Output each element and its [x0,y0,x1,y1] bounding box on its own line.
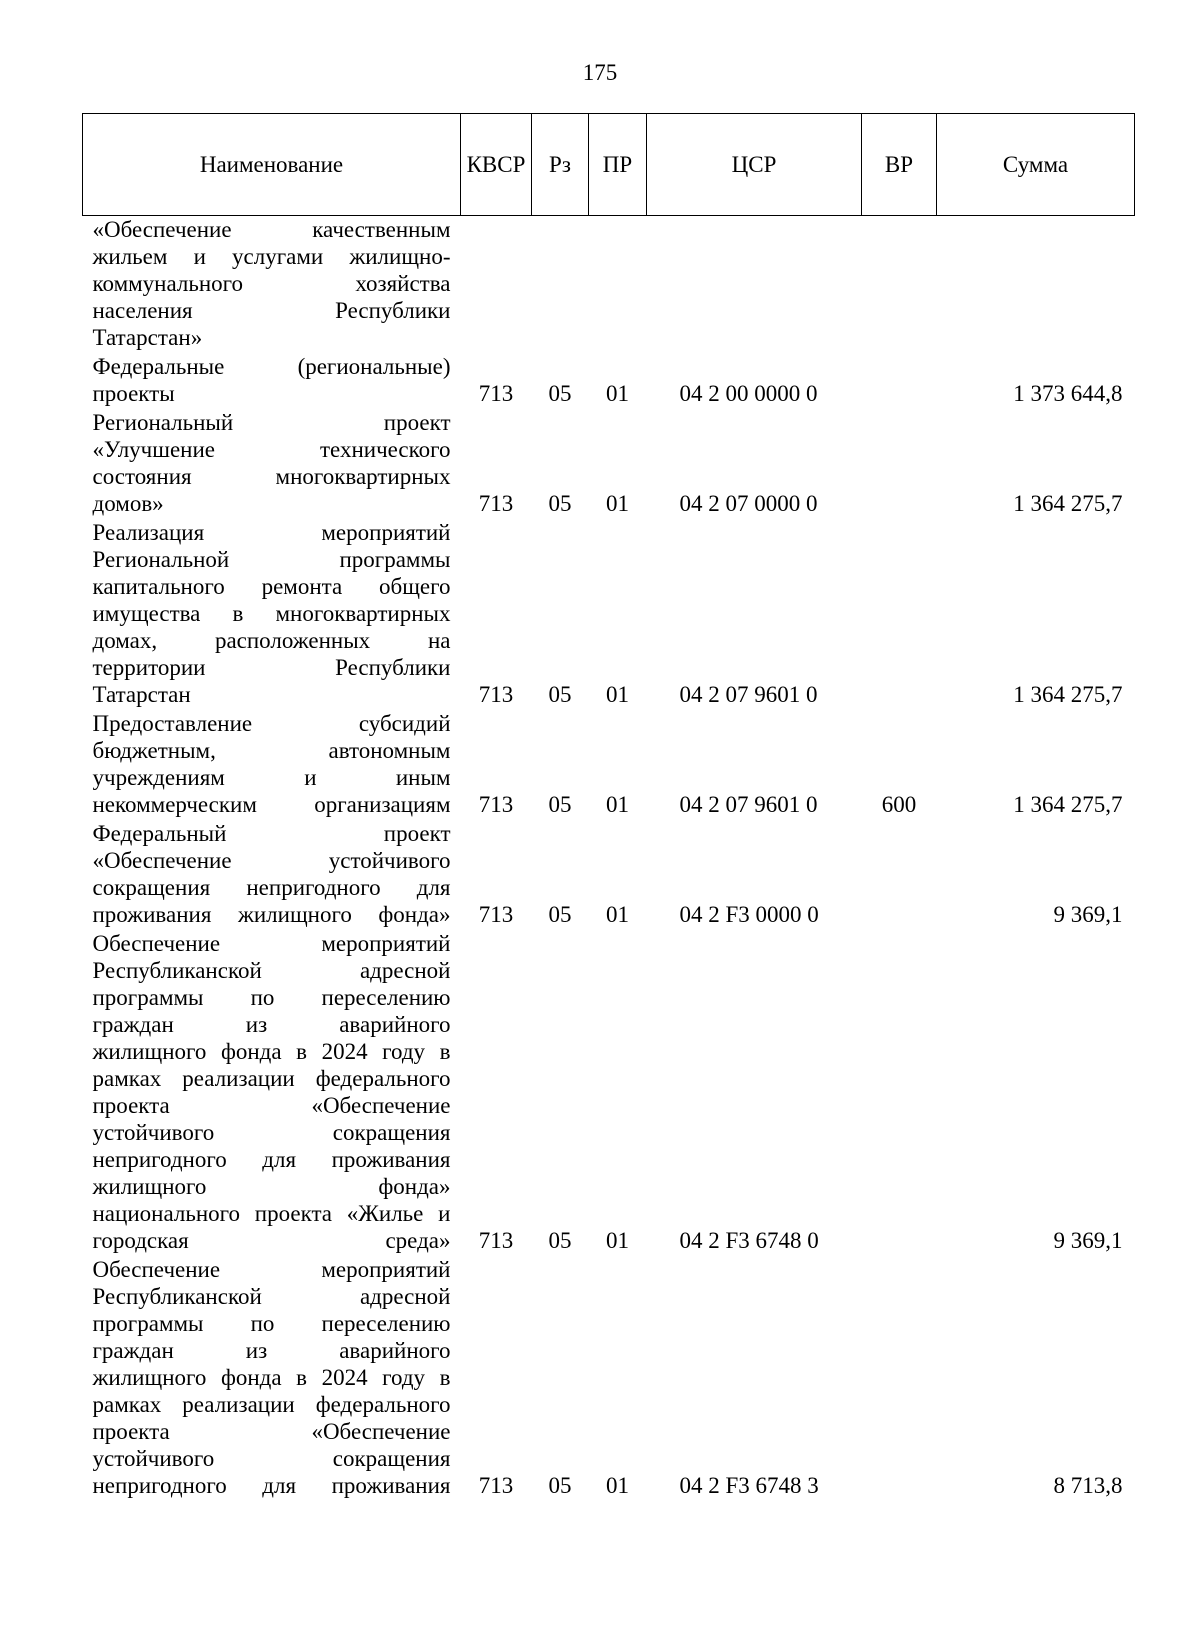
row-name-line: устойчивого сокращения [92,1446,451,1471]
row-rz [532,216,589,354]
row-name [83,216,461,354]
row-name-line: Республиканской адресной [92,958,451,983]
row-name [83,930,461,1256]
row-name-line: домах, расположенных на [92,628,451,653]
table-header [83,114,1135,216]
table-body [83,216,1135,1502]
row-name [83,519,461,710]
header-name: Наименование [83,114,461,216]
row-name-line: Региональной программы [92,547,451,572]
row-vr [862,353,937,409]
row-name-line: Татарстан [92,682,191,707]
row-name [83,409,461,519]
row-vr [862,216,937,354]
row-name-line: сокращения непригодного для [92,875,451,900]
header-csr: ЦСР [647,114,862,216]
row-name-line: имущества в многоквартирных [92,601,451,626]
row-name-line: жильем и услугами жилищно- [92,244,451,269]
row-name-line: домов» [92,491,164,516]
row-name [83,820,461,930]
row-name [83,353,461,409]
row-name-line: программы по переселению [92,985,451,1010]
row-name-line: Обеспечение мероприятий [92,931,451,956]
row-name-line: Татарстан» [92,325,203,350]
row-kvsr: 713 [478,491,514,516]
table-row [83,710,1135,820]
row-sum: 1 364 275,7 [1013,792,1123,817]
table-row [83,820,1135,930]
row-name-line: проекта «Обеспечение [92,1419,451,1444]
table-row [83,409,1135,519]
row-kvsr: 713 [478,1473,514,1498]
row-name-line: граждан из аварийного [92,1338,451,1363]
row-name-line: жилищного фонда в 2024 году в [92,1039,451,1064]
budget-table [82,113,1135,1501]
row-pr: 01 [606,902,629,927]
row-pr: 01 [606,1228,629,1253]
row-vr [862,820,937,930]
row-pr: 01 [606,381,629,406]
row-rz: 05 [548,1228,572,1253]
row-name-line: некоммерческим организациям [92,792,451,817]
row-rz: 05 [548,682,572,707]
row-name-line: Реализация мероприятий [92,520,451,545]
row-name-line: Региональный проект [92,410,451,435]
table-row [83,930,1135,1256]
row-sum: 9 369,1 [1053,1228,1123,1253]
row-csr: 04 2 F3 6748 0 [679,1228,819,1253]
row-kvsr: 713 [478,902,514,927]
row-sum: 1 373 644,8 [1013,381,1123,406]
row-name-line: «Обеспечение устойчивого [92,848,451,873]
header-rz: Рз [532,114,589,216]
row-csr: 04 2 F3 6748 3 [679,1473,819,1498]
row-name-line: состояния многоквартирных [92,464,451,489]
row-csr [647,216,862,354]
row-vr: 600 [881,792,917,817]
row-name-line: жилищного фонда» [92,1174,451,1199]
row-pr: 01 [606,1473,629,1498]
row-sum: 9 369,1 [1053,902,1123,927]
row-name-line: населения Республики [92,298,451,323]
row-sum [937,216,1135,354]
header-sum: Сумма [937,114,1135,216]
row-name-line: непригодного для проживания [92,1473,451,1498]
row-kvsr [461,216,532,354]
table-row [83,519,1135,710]
row-kvsr: 713 [478,1228,514,1253]
row-vr [862,519,937,710]
row-name-line: проекты [92,381,175,406]
row-csr: 04 2 07 9601 0 [679,792,818,817]
row-name-line: рамках реализации федерального [92,1066,451,1091]
row-name-line: программы по переселению [92,1311,451,1336]
row-name-line: капитального ремонта общего [92,574,451,599]
row-sum: 8 713,8 [1053,1473,1123,1498]
row-name-line: непригодного для проживания [92,1147,451,1172]
row-rz: 05 [548,1473,572,1498]
table-row [83,1256,1135,1501]
row-name-line: территории Республики [92,655,451,680]
row-rz: 05 [548,491,572,516]
row-name-line: коммунального хозяйства [92,271,451,296]
header-kvsr: КВСР [461,114,532,216]
table-row [83,216,1135,354]
row-sum: 1 364 275,7 [1013,682,1123,707]
row-pr: 01 [606,682,629,707]
row-name-line: проекта «Обеспечение [92,1093,451,1118]
row-name-line: Предоставление субсидий [92,711,451,736]
row-name-line: граждан из аварийного [92,1012,451,1037]
row-name-line: жилищного фонда в 2024 году в [92,1365,451,1390]
row-name-line: национального проекта «Жилье и [92,1201,451,1226]
header-vr: ВР [862,114,937,216]
header-pr: ПР [589,114,647,216]
row-name-line: городская среда» [92,1228,451,1253]
row-name [83,710,461,820]
row-rz: 05 [548,902,572,927]
row-pr: 01 [606,491,629,516]
row-vr [862,409,937,519]
row-csr: 04 2 00 0000 0 [679,381,818,406]
row-kvsr: 713 [478,381,514,406]
row-name-line: устойчивого сокращения [92,1120,451,1145]
row-vr [862,930,937,1256]
row-vr [862,1256,937,1501]
row-csr: 04 2 07 0000 0 [679,491,818,516]
row-name-line: «Обеспечение качественным [92,217,451,242]
row-name-line: Республиканской адресной [92,1284,451,1309]
row-name-line: учреждениям и иным [92,765,451,790]
row-rz: 05 [548,381,572,406]
row-kvsr: 713 [478,682,514,707]
row-rz: 05 [548,792,572,817]
row-csr: 04 2 07 9601 0 [679,682,818,707]
row-name-line: бюджетным, автономным [92,738,451,763]
table-row [83,353,1135,409]
row-csr: 04 2 F3 0000 0 [679,902,819,927]
row-name-line: Обеспечение мероприятий [92,1257,451,1282]
row-pr: 01 [606,792,629,817]
row-name [83,1256,461,1501]
row-sum: 1 364 275,7 [1013,491,1123,516]
row-pr [589,216,647,354]
row-name-line: рамках реализации федерального [92,1392,451,1417]
row-name-line: «Улучшение технического [92,437,451,462]
row-kvsr: 713 [478,792,514,817]
row-name-line: Федеральный проект [92,821,451,846]
page-number: 175 [582,60,618,85]
row-name-line: проживания жилищного фонда» [92,902,451,927]
row-name-line: Федеральные (региональные) [92,354,451,379]
